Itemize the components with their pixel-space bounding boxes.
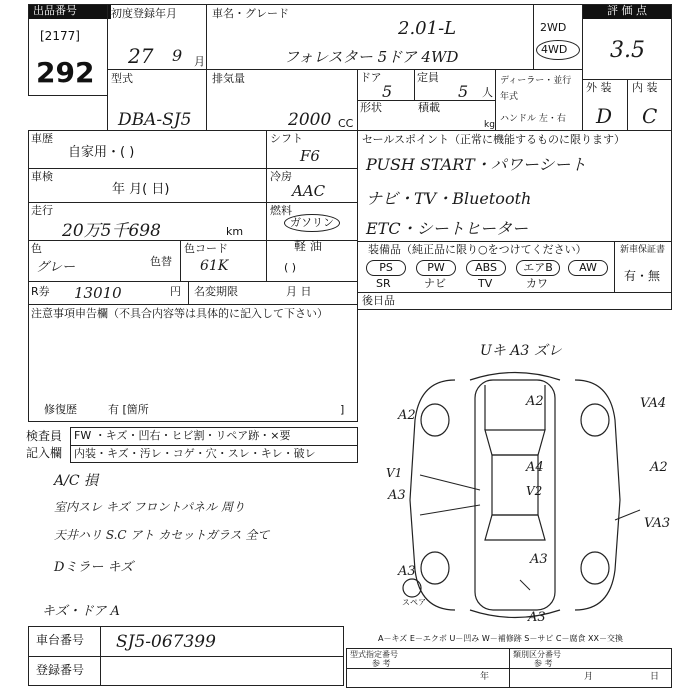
first-reg-month-unit: 月 [194, 55, 205, 68]
equip-leather: カワ [526, 277, 548, 290]
lot-number: 292 [36, 56, 95, 89]
equip-sr: SR [376, 277, 391, 290]
hand-note-1: A/C 損 [54, 473, 98, 489]
model-label: 型式 [111, 72, 133, 85]
spare-tire [403, 579, 421, 597]
equip-navi: ナビ [424, 277, 446, 290]
repair-label: 修復歴 [44, 403, 77, 416]
history-value: 自家用・( ) [68, 145, 135, 160]
diagram-top-note: Uキ A3 ズレ [480, 343, 562, 359]
reg-label: 登録番号 [36, 663, 85, 677]
inspection-label: 車検 [31, 170, 53, 183]
load-unit: kg [484, 120, 495, 130]
chassis-value: SJ5-067399 [116, 632, 216, 652]
color-divider [180, 240, 181, 282]
history-label: 車歴 [31, 132, 53, 145]
ref-label-left: 参 考 [372, 659, 391, 668]
history-row-line-2 [28, 202, 358, 203]
color-label: 色 [31, 242, 42, 255]
drive-box [533, 4, 583, 70]
history-divider [266, 130, 267, 282]
year-cell: 年 [480, 672, 490, 682]
interior-label: 内 装 [632, 81, 658, 94]
ref-label-right: 参 考 [534, 659, 553, 668]
color-code-value: 61K [200, 258, 229, 274]
diagram-mark-9: VA3 [644, 516, 671, 531]
rating-value: 3.5 [610, 38, 645, 63]
color-value: グレー [36, 260, 76, 275]
diagram-mark-3: A2 [526, 394, 544, 409]
equipment-label: 装備品（純正品に限り○をつけてください） [368, 243, 587, 256]
equip-tv: TV [478, 277, 493, 290]
right-rear-wheel [581, 552, 609, 584]
recycle-label: R券 [31, 285, 50, 298]
mileage-unit: km [226, 225, 244, 238]
sales-line-3: ETC・シートヒーター [366, 219, 528, 238]
equip-abs: ABS [466, 260, 506, 276]
car-windshield [485, 430, 545, 455]
diagram-mark-11: A3 [530, 552, 548, 567]
equip-aw: AW [568, 260, 608, 276]
expiry-value: 月 日 [286, 285, 312, 298]
notes-label: 注意事項申告欄（不具合内容等は具体的に記入して下さい） [31, 307, 328, 320]
sales-point-label: セールスポイント（正常に機能するものに限ります） [362, 133, 626, 146]
exterior-label: 外 装 [586, 81, 612, 94]
chassis-divider [28, 656, 344, 657]
color-change-label: 色替 [150, 255, 172, 268]
chassis-label-divider [100, 626, 101, 686]
rear-items-box [357, 292, 672, 310]
diagram-mark-10: A3 [398, 564, 416, 579]
equip-pw: PW [416, 260, 456, 276]
fuel-diesel: 軽 油 [294, 239, 322, 253]
first-reg-year: 27 [128, 44, 154, 68]
class-number-label: 類別区分番号 [513, 650, 561, 659]
equip-airbag: エアB [516, 260, 560, 276]
shift-value: F6 [300, 147, 320, 165]
car-name-value: フォレスター 5ドア 4WD [284, 48, 459, 66]
diagram-mark-5: V1 [386, 466, 403, 480]
exterior-value: D [596, 104, 613, 128]
mileage-label: 走行 [31, 204, 53, 217]
diagram-mark-12: A3 [528, 610, 546, 625]
lot-label: 出品番号 [29, 5, 111, 19]
leader-2 [420, 505, 480, 515]
displacement-label: 排気量 [212, 72, 245, 85]
notes-box [28, 304, 358, 422]
doors-value: 5 [382, 82, 393, 101]
leader-4 [520, 580, 530, 590]
diagram-mark-8: A2 [650, 460, 668, 475]
load-label: 積載 [418, 101, 440, 114]
shape-label: 形状 [360, 101, 382, 114]
hand-note-2: 室内スレ キズ フロントパネル 周り [54, 500, 245, 514]
car-top-body [475, 380, 555, 610]
record-label: 記入欄 [26, 446, 63, 460]
expiry-label: 名変期限 [194, 285, 238, 298]
first-reg-label: 初度登録年月 [111, 7, 177, 20]
history-row-line-1 [28, 168, 358, 169]
equip-ps: PS [366, 260, 406, 276]
diagram-mark-7: V2 [526, 484, 543, 498]
shift-label: シフト [270, 132, 303, 145]
drive-4wd: 4WD [541, 43, 568, 56]
model-value: DBA-SJ5 [118, 110, 192, 130]
recycle-value: 13010 [74, 284, 122, 302]
legend-codes: A－キズ E－エクボ U－凹み W－補修跡 S－サビ C－腐食 XX－交換 [378, 634, 624, 643]
type-number-label: 型式指定番号 [350, 650, 398, 659]
hand-note-3: 天井ハリ S.C アト カセットガラス 全て [54, 528, 270, 542]
inspection-value: 年 月( 日) [112, 182, 170, 197]
left-front-wheel [421, 404, 449, 436]
first-reg-month: 9 [172, 46, 183, 65]
rear-bumper [470, 610, 560, 618]
warranty-label: 新車保証書 [620, 245, 666, 255]
diagram-mark-6: A3 [388, 488, 406, 503]
spare-label: スペア [402, 598, 426, 607]
capacity-value: 5 [458, 82, 469, 101]
bottom-cells-row [346, 668, 672, 669]
capacity-unit: 人 [482, 86, 493, 99]
recycle-divider [188, 281, 189, 305]
inspector-label: 検査員 [26, 429, 63, 443]
car-diagram [360, 340, 670, 630]
inspector-row-1: FW ・キズ・凹右・ヒビ割・リペア跡・×要 [74, 429, 291, 442]
left-rear-wheel [421, 552, 449, 584]
hand-note-4: Dミラー キズ [54, 560, 134, 575]
sales-line-2: ナビ・TV・Bluetooth [366, 189, 532, 208]
handle-label: ハンドル 左・右 [500, 114, 566, 124]
doors-label: ドア [360, 71, 382, 84]
chassis-label: 車台番号 [36, 633, 85, 647]
repair-close: ] [340, 403, 345, 416]
car-rear-window [485, 515, 545, 540]
diagram-mark-1: A2 [398, 408, 416, 423]
recycle-unit: 円 [170, 285, 181, 298]
year-label: 年式 [500, 92, 519, 102]
inspector-row-2: 内装・キズ・汚レ・コゲ・穴・スレ・キレ・破レ [74, 447, 316, 460]
capacity-label: 定員 [417, 71, 439, 84]
fuel-label: 燃料 [270, 204, 292, 217]
interior-value: C [642, 104, 658, 128]
diagram-mark-2: VA4 [640, 396, 667, 411]
rear-items-label: 後日品 [362, 294, 395, 307]
drive-2wd: 2WD [540, 21, 567, 34]
displacement-value: 2000 [288, 110, 332, 130]
inspector-options-divider [70, 445, 358, 446]
day-cell: 日 [650, 672, 660, 682]
diagram-mark-4: A4 [526, 460, 544, 475]
sales-line-1: PUSH START・パワーシート [366, 155, 587, 174]
fuel-other: ( ) [284, 261, 297, 274]
leader-1 [420, 475, 480, 490]
rating-label: 評 価 点 [583, 5, 671, 19]
grade-value: 2.01-L [398, 18, 457, 39]
ac-label: 冷房 [270, 170, 292, 183]
lot-code: [2177] [40, 29, 80, 43]
warranty-value: 有・無 [624, 269, 661, 283]
repair-value: 有 [箇所 [108, 403, 149, 416]
name-grade-label: 車名・グレード [212, 7, 289, 20]
displacement-unit: CC [338, 117, 354, 130]
hand-note-5: キズ・ドア A [42, 604, 120, 619]
ext-int-divider [627, 79, 628, 131]
right-front-wheel [581, 404, 609, 436]
color-code-label: 色コード [184, 242, 228, 255]
dealer-label: ディーラー・並行 [500, 76, 572, 86]
fuel-gasoline: ガソリン [290, 216, 334, 229]
month-cell: 月 [584, 672, 594, 682]
mileage-value: 20万5千698 [62, 221, 161, 241]
front-bumper [470, 373, 560, 381]
ac-value: AAC [292, 182, 326, 200]
